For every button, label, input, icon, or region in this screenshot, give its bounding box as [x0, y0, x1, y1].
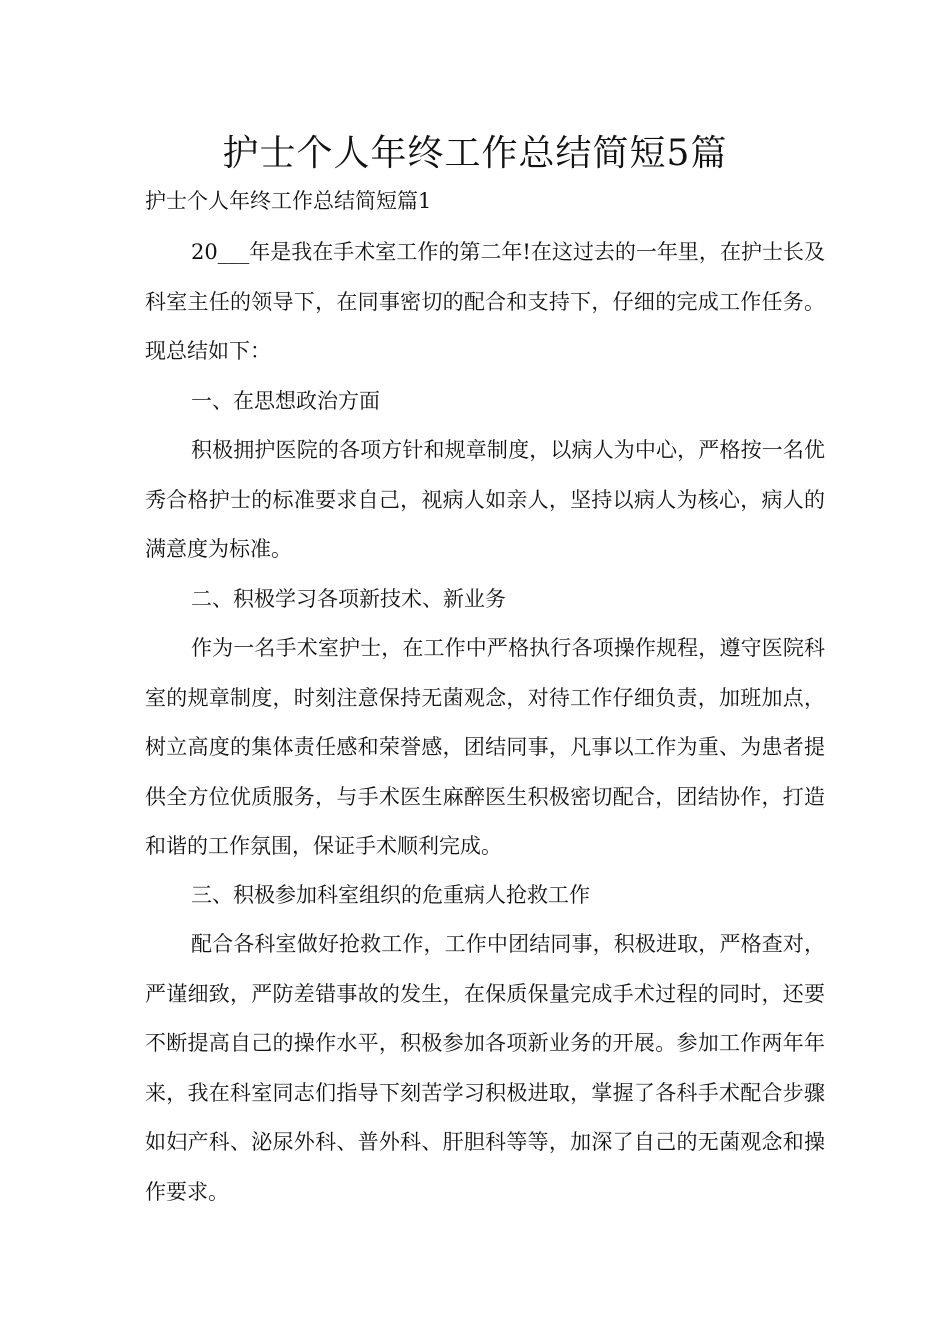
- paragraph-new-technology: 作为一名手术室护士，在工作中严格执行各项操作规程，遵守医院科室的规章制度，时刻注意保持无菌观念，对待工作仔细负责，加班加点，树立高度的集体责任感和荣誉感，团结同事，凡事以工作为重、为患者提供全方位优质服务，与手术医生麻醉医生积极密切配合，团结协作，打造和谐的工作氛围，保证手术顺利完成。: [145, 636, 825, 858]
- paragraph-political: 积极拥护医院的各项方针和规章制度，以病人为中心，严格按一名优秀合格护士的标准要求自己，视病人如亲人，坚持以病人为核心，病人的满意度为标准。: [145, 438, 825, 561]
- heading-political: 一、在思想政治方面: [191, 389, 380, 413]
- document-title: 护士个人年终工作总结简短5篇: [222, 133, 728, 174]
- heading-rescue-work: 三、积极参加科室组织的危重病人抢救工作: [191, 883, 590, 907]
- intro-paragraph: 20___年是我在手术室工作的第二年!在这过去的一年里，在护士长及科室主任的领导下，在同事密切的配合和支持下，仔细的完成工作任务。现总结如下：: [145, 240, 825, 363]
- paragraph-rescue-work: 配合各科室做好抢救工作，工作中团结同事，积极进取，严格查对，严谨细致，严防差错事故的发生，在保质保量完成手术过程的同时，还要不断提高自己的操作水平，积极参加各项新业务的开展。参加工作两年年来，我在科室同志们指导下刻苦学习积极进取，掌握了各科手术配合步骤如妇产科、泌尿外科、普外科、肝胆科等等，加深了自己的无菌观念和操作要求。: [145, 932, 825, 1204]
- heading-new-technology: 二、积极学习各项新技术、新业务: [191, 587, 506, 611]
- section-title: 护士个人年终工作总结简短篇1: [145, 189, 432, 213]
